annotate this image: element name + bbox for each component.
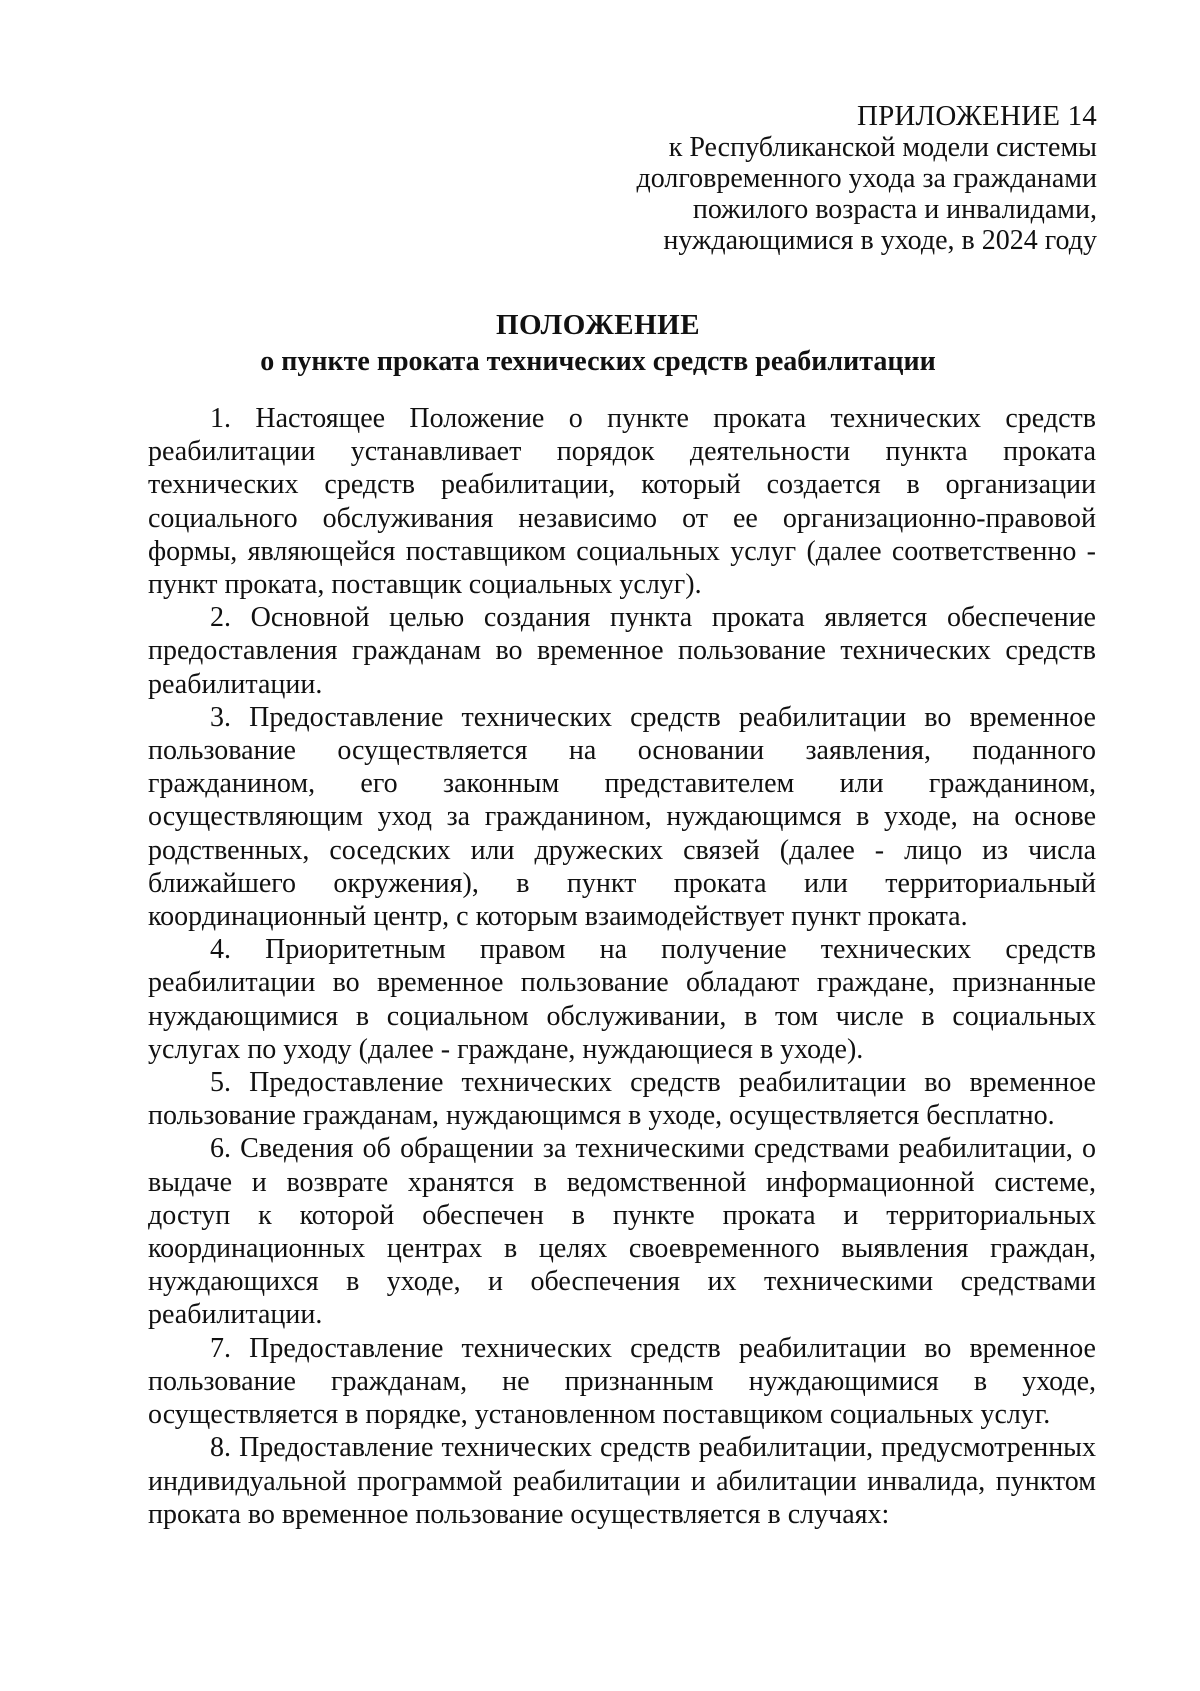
annex-line: нуждающимися в уходе, в 2024 году	[663, 225, 1097, 256]
annex-block	[537, 101, 1097, 256]
paragraph-1: 1. Настоящее Положение о пункте проката технических средств реабилитации устанавливает порядок деятельности пункта проката технических средств реабилитации, который создается в организации социального обслуживания независимо от ее организационно-правовой формы, являющейся поставщиком социальных услуг (далее соответственно - пункт проката, поставщик социальных услуг).	[148, 403, 1096, 601]
paragraph-7: 7. Предоставление технических средств реабилитации во временное пользование гражданам, не признанным нуждающимися в уходе, осуществляется в порядке, установленном поставщиком социальных услуг.	[148, 1332, 1096, 1431]
annex-line: пожилого возраста и инвалидами,	[692, 194, 1097, 225]
annex-line: к Республиканской модели системы	[668, 132, 1097, 163]
paragraph-8: 8. Предоставление технических средств реабилитации, предусмотренных индивидуальной программой реабилитации и абилитации инвалида, пунктом проката во временное пользование осуществляется в случаях:	[148, 1432, 1096, 1530]
document-heading	[148, 308, 1048, 379]
annex-title: ПРИЛОЖЕНИЕ 14	[856, 100, 1097, 132]
document-body	[148, 402, 1096, 1531]
paragraph-6: 6. Сведения об обращении за техническими средствами реабилитации, о выдаче и возврате хранятся в ведомственной информационной системе, доступ к которой обеспечен в пункте проката и территориальных координационных центрах в целях своевременного выявления граждан, нуждающихся в уходе, и обеспечения их техническими средствами реабилитации.	[148, 1133, 1096, 1331]
paragraph-5: 5. Предоставление технических средств реабилитации во временное пользование гражданам, нуждающимся в уходе, осуществляется бесплатно.	[148, 1067, 1096, 1132]
paragraph-3: 3. Предоставление технических средств реабилитации во временное пользование осуществляется на основании заявления, поданного гражданином, его законным представителем или гражданином, осуществляющим уход за гражданином, нуждающимся в уходе, на основе родственных, соседских или дружеских связей (далее - лицо из числа ближайшего окружения), в пункт проката или территориальный координационный центр, с которым взаимодействует пункт проката.	[148, 701, 1096, 933]
paragraph-4: 4. Приоритетным правом на получение технических средств реабилитации во временное пользование обладают граждане, признанные нуждающимися в социальном обслуживании, в том числе в социальных услугах по уходу (далее - граждане, нуждающиеся в уходе).	[148, 934, 1096, 1065]
document-title: ПОЛОЖЕНИЕ	[495, 309, 701, 341]
annex-line: долговременного ухода за гражданами	[636, 163, 1097, 194]
paragraph-2: 2. Основной целью создания пункта проката является обеспечение предоставления гражданам во временное пользование технических средств реабилитации.	[148, 602, 1096, 700]
document-subtitle: о пункте проката технических средств реабилитации	[260, 346, 936, 377]
